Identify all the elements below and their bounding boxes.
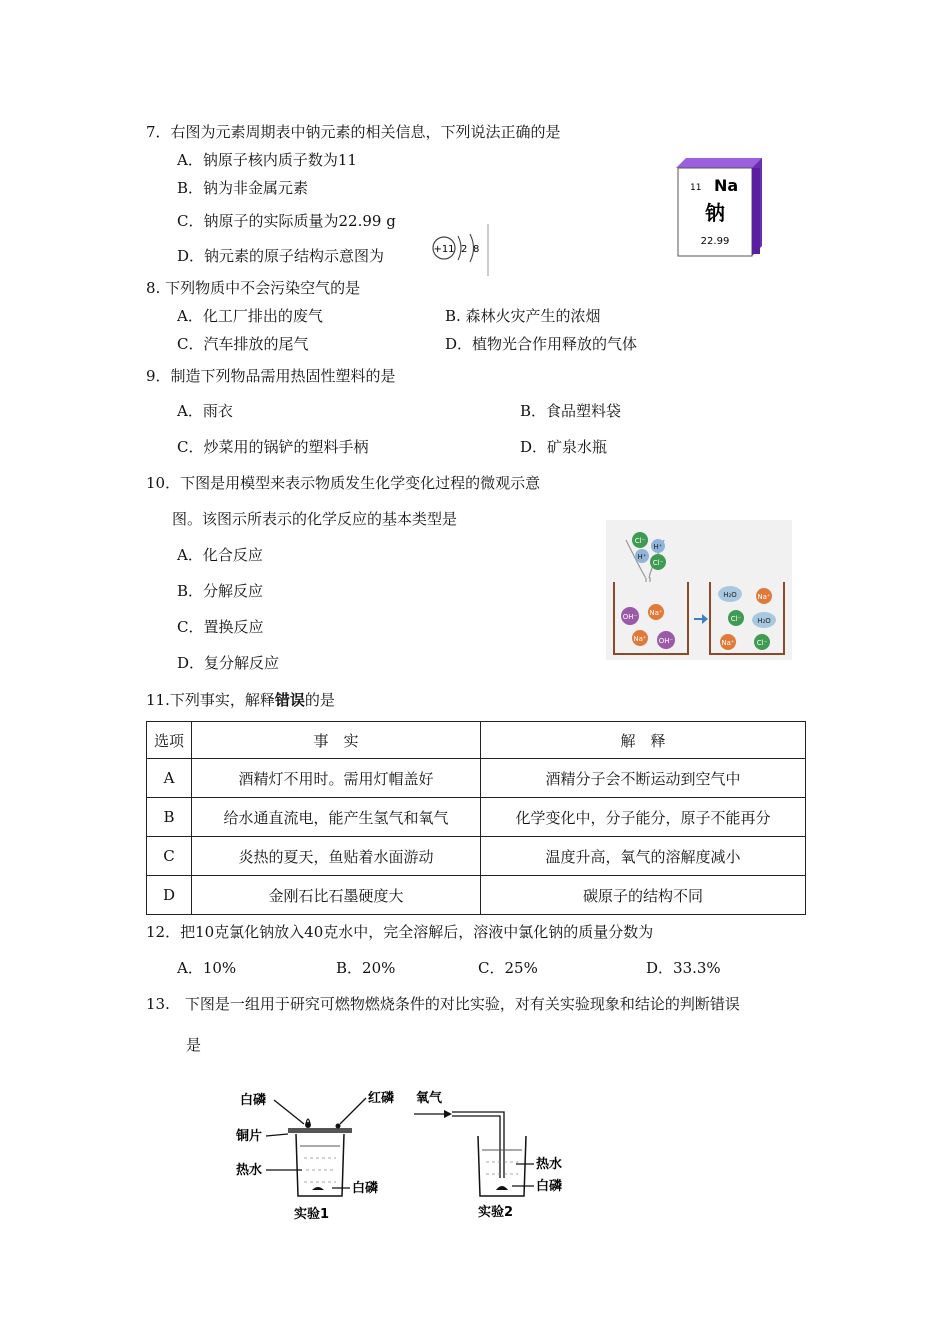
q8-option-d: D．植物光合作用释放的气体 — [445, 335, 638, 353]
ion-oh-left: OH⁻ — [622, 613, 638, 621]
sodium-atom-structure-diagram — [428, 220, 492, 278]
table-row — [147, 837, 806, 876]
q12-option-a: A．10% — [177, 959, 237, 977]
ion-cl-right2: Cl⁻ — [756, 639, 768, 647]
ion-cl-right1: Cl⁻ — [730, 615, 742, 623]
q8-stem: 8. 下列物质中不会污染空气的是 — [146, 279, 361, 297]
card-atomic-number: 11 — [690, 183, 702, 193]
card-symbol: Na — [714, 176, 739, 195]
q12-stem: 12．把10克氯化钠放入40克水中，完全溶解后，溶液中氯化钠的质量分数为 — [146, 923, 654, 941]
card-atomic-mass: 22.99 — [700, 236, 730, 247]
q9-option-a: A．雨衣 — [177, 402, 233, 420]
label-oxygen: 氧气 — [416, 1091, 443, 1106]
table-header-row — [147, 722, 806, 759]
q9-option-b: B．食品塑料袋 — [520, 402, 622, 420]
q10-option-a: A．化合反应 — [177, 546, 263, 564]
q10-stem-line1: 10．下图是用模型来表示物质发生化学变化过程的微观示意 — [146, 474, 541, 492]
row-explanation: 化学变化中，分子能分，原子不能再分 — [481, 798, 806, 837]
atom-shell-2: 8 — [473, 244, 480, 255]
q12-option-d: D．33.3% — [646, 959, 721, 977]
row-fact: 金刚石比石墨硬度大 — [192, 876, 481, 915]
reaction-micro-diagram — [606, 520, 792, 660]
label-white-phosphorus-2: 白磷 — [352, 1181, 379, 1196]
q10-option-d: D．复分解反应 — [177, 654, 280, 672]
q7-option-c: C．钠原子的实际质量为22.99 g — [177, 212, 396, 230]
label-red-phosphorus: 红磷 — [368, 1091, 395, 1106]
q10-stem-line2: 图。该图示所表示的化学反应的基本类型是 — [172, 510, 458, 528]
header-explanation: 解 释 — [481, 722, 806, 759]
label-hot-water-2: 热水 — [536, 1157, 563, 1172]
row-option: D — [147, 876, 192, 915]
q10-option-b: B．分解反应 — [177, 582, 264, 600]
q11-stem: 11.下列事实，解释错误的是 — [146, 691, 335, 709]
ion-h-mid: H⁺ — [637, 553, 647, 561]
q9-option-c: C．炒菜用的锅铲的塑料手柄 — [177, 438, 369, 456]
table-row — [147, 759, 806, 798]
row-fact: 炎热的夏天，鱼贴着水面游动 — [192, 837, 481, 876]
label-copper-sheet: 铜片 — [236, 1129, 263, 1144]
row-option: A — [147, 759, 192, 798]
q11-emphasis: 错误 — [274, 691, 305, 709]
row-explanation: 碳原子的结构不同 — [481, 876, 806, 915]
q7-option-b: B．钠为非金属元素 — [177, 179, 309, 197]
ion-na-left2: Na⁺ — [633, 635, 647, 643]
header-fact: 事 实 — [192, 722, 481, 759]
sodium-periodic-card — [676, 158, 762, 258]
ion-oh-left2: OH⁻ — [658, 637, 674, 645]
q9-stem: 9．制造下列物品需用热固性塑料的是 — [146, 367, 396, 385]
q13-stem-line2: 是 — [186, 1036, 202, 1054]
combustion-experiment-figure — [232, 1080, 592, 1230]
ion-cl-mid: Cl⁻ — [652, 559, 664, 567]
ion-na-right2: Na⁺ — [721, 639, 735, 647]
q8-option-a: A．化工厂排出的废气 — [177, 307, 323, 325]
q7-option-a: A．钠原子核内质子数为11 — [177, 151, 357, 169]
atom-nucleus: +11 — [433, 244, 455, 255]
q7-option-d: D．钠元素的原子结构示意图为 — [177, 247, 385, 265]
row-option: B — [147, 798, 192, 837]
label-white-phosphorus: 白磷 — [240, 1093, 267, 1108]
card-element-name: 钠 — [705, 201, 725, 225]
label-white-phosphorus-3: 白磷 — [536, 1179, 563, 1194]
q10-option-c: C．置换反应 — [177, 618, 264, 636]
q9-option-d: D．矿泉水瓶 — [520, 438, 608, 456]
q7-stem: 7．右图为元素周期表中钠元素的相关信息，下列说法正确的是 — [146, 123, 561, 141]
row-fact: 给水通直流电，能产生氢气和氧气 — [192, 798, 481, 837]
ion-cl-top: Cl⁻ — [634, 537, 646, 545]
label-experiment-2: 实验2 — [478, 1205, 514, 1220]
q8-option-b: B. 森林火灾产生的浓烟 — [445, 307, 601, 325]
molecule-h2o-1: H₂O — [723, 591, 737, 599]
row-explanation: 酒精分子会不断运动到空气中 — [481, 759, 806, 798]
row-fact: 酒精灯不用时。需用灯帽盖好 — [192, 759, 481, 798]
molecule-h2o-2: H₂O — [757, 617, 771, 625]
header-option: 选项 — [147, 722, 192, 759]
q8-option-c: C．汽车排放的尾气 — [177, 335, 309, 353]
label-hot-water: 热水 — [236, 1163, 263, 1178]
atom-shell-1: 2 — [461, 244, 468, 255]
row-option: C — [147, 837, 192, 876]
q12-option-b: B．20% — [336, 959, 396, 977]
ion-na-right1: Na⁺ — [757, 593, 771, 601]
label-experiment-1: 实验1 — [294, 1207, 330, 1222]
ion-na-left: Na⁺ — [649, 609, 663, 617]
row-explanation: 温度升高，氧气的溶解度减小 — [481, 837, 806, 876]
ion-h-top: H⁺ — [653, 543, 663, 551]
q13-stem-line1: 13. 下图是一组用于研究可燃物燃烧条件的对比实验，对有关实验现象和结论的判断错误 — [146, 995, 740, 1013]
table-row — [147, 876, 806, 915]
q12-option-c: C．25% — [478, 959, 538, 977]
facts-table — [146, 721, 806, 915]
table-row — [147, 798, 806, 837]
